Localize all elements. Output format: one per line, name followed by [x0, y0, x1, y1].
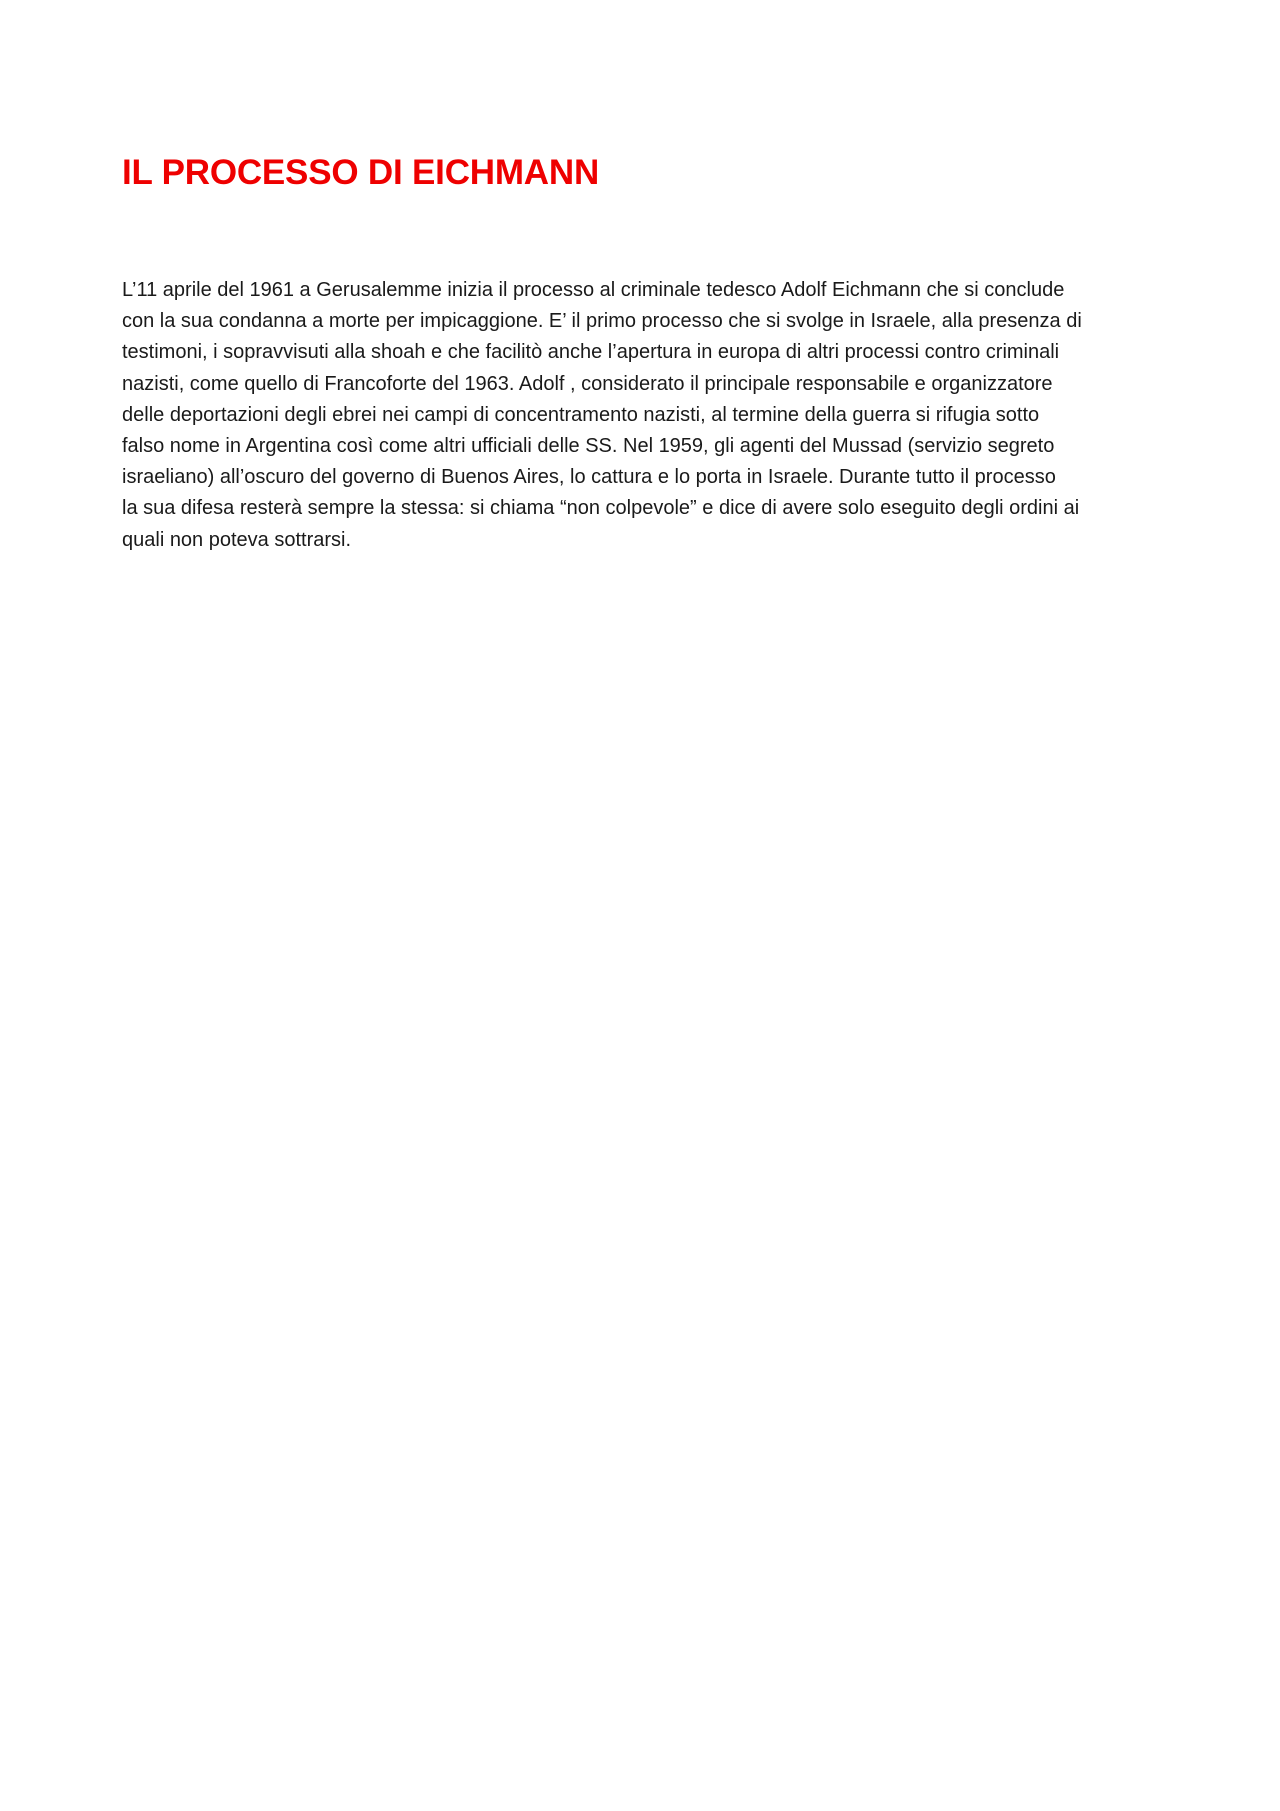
- paragraph-line: L’11 aprile del 1961 a Gerusalemme inizia il processo al criminale tedesco Adolf Eichmann che si conclude: [122, 279, 1065, 301]
- paragraph-line: israeliano) all’oscuro del governo di Buenos Aires, lo cattura e lo porta in Israele. Durante tutto il processo: [122, 466, 1056, 489]
- paragraph-line: quali non poteva sottrarsi.: [122, 528, 352, 551]
- paragraph-line: nazisti, come quello di Francoforte del 1963. Adolf , considerato il principale responsabile e organizzatore: [122, 372, 1053, 395]
- paragraph-line: delle deportazioni degli ebrei nei campi di concentramento nazisti, al termine della guerra si rifugia sotto: [122, 403, 1040, 426]
- document-title: IL PROCESSO DI EICHMANN: [122, 153, 600, 192]
- paragraph-line: falso nome in Argentina così come altri ufficiali delle SS. Nel 1959, gli agenti del Mussad (servizio segreto: [122, 435, 1055, 458]
- paragraph-line: testimoni, i sopravvisuti alla shoah e che facilitò anche l’apertura in europa di altri processi contro criminali: [122, 341, 1060, 364]
- paragraph-line: la sua difesa resterà sempre la stessa: si chiama “non colpevole” e dice di avere solo eseguito degli ordini ai: [122, 497, 1080, 520]
- body-paragraph: [122, 275, 1162, 556]
- paragraph-line: con la sua condanna a morte per impicaggione. E’ il primo processo che si svolge in Israele, alla presenza di: [122, 310, 1082, 333]
